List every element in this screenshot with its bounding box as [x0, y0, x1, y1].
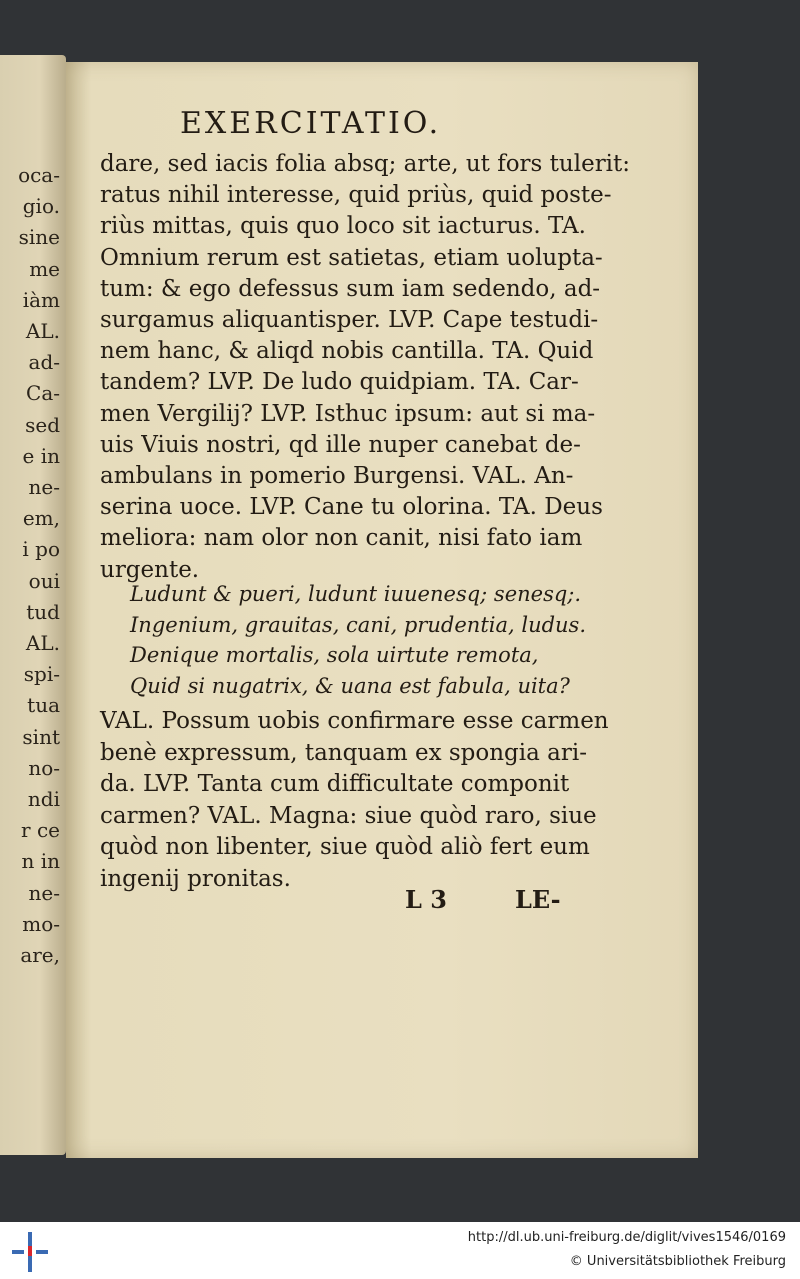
text-line: surgamus aliquantisper. LVP. Cape testudi- — [100, 307, 599, 333]
left-page-fragment: sed — [25, 412, 60, 437]
text-line: tum: & ego defessus sum iam sedendo, ad- — [100, 275, 601, 302]
text-line: benè expressum, tanquam ex spongia ari- — [100, 739, 587, 766]
left-page-fragment: sine — [18, 225, 60, 250]
text-line: dare, sed iacis folia absq; arte, ut fors tulerit: — [100, 151, 631, 177]
text-line: ambulans in pomerio Burgensi. VAL. An- — [100, 463, 574, 489]
signature-mark: L 3 — [405, 885, 447, 914]
left-page-fragment: em, — [22, 506, 60, 531]
text-line: riùs mittas, quis quo loco sit iacturus. TA. — [100, 213, 586, 240]
left-page-fragment: AL. — [25, 319, 60, 343]
copyright-credit: © Universitätsbibliothek Freiburg — [569, 1254, 786, 1269]
left-page-fragment: mo- — [22, 911, 60, 936]
left-page-fragment: oui — [28, 568, 60, 593]
left-page-fragment: AL. — [25, 631, 60, 655]
text-line: urgente. — [100, 556, 200, 583]
text-line: serina uoce. LVP. Cane tu olorina. TA. Deus — [100, 494, 603, 521]
verse-line: Denique mortalis, sola uirtute remota, — [130, 643, 539, 667]
left-page-fragment: no- — [28, 755, 60, 780]
left-page-fragment: spi- — [23, 662, 60, 687]
page-url[interactable]: http://dl.ub.uni-freiburg.de/diglit/vives1546/0169 — [467, 1230, 786, 1245]
text-line: ratus nihil interesse, quid priùs, quid poste- — [100, 182, 612, 209]
left-page-fragment: ne- — [28, 880, 60, 905]
verse-line: Ingenium, grauitas, cani, prudentia, ludus. — [130, 612, 587, 637]
left-page-fragment: sint — [22, 724, 60, 749]
text-line: Omnium rerum est satietas, etiam uolupta- — [100, 244, 603, 271]
text-line: men Vergilij? LVP. Isthuc ipsum: aut si ma- — [100, 400, 596, 427]
left-page-fragment: tud — [26, 599, 60, 624]
left-page-fragment: n in — [21, 849, 60, 874]
text-line: tandem? LVP. De ludo quidpiam. TA. Car- — [100, 369, 579, 396]
left-page-fragment: gio. — [22, 194, 60, 219]
verse-line: Ludunt & pueri, ludunt iuuenesq; senesq;. — [130, 582, 582, 606]
left-page-fragment: i po — [22, 537, 60, 562]
left-page-fragment: oca- — [18, 163, 60, 187]
left-page-fragment: r ce — [21, 818, 60, 843]
text-line: uis Viuis nostri, qd ille nuper canebat de- — [100, 431, 581, 458]
left-page-fragment: tua — [27, 693, 60, 718]
text-line: quòd non libenter, siue quòd aliò fert eum — [100, 834, 590, 860]
library-logo-icon — [12, 1228, 52, 1272]
text-line: nem hanc, & aliqd nobis cantilla. TA. Quid — [100, 338, 594, 365]
text-line: carmen? VAL. Magna: siue quòd raro, siue — [100, 802, 597, 829]
text-line: VAL. Possum uobis confirmare esse carmen — [100, 708, 609, 734]
catchword: LE- — [515, 885, 561, 914]
verse-line: Quid si nugatrix, & uana est fabula, uita? — [130, 673, 570, 698]
left-page-fragment: ndi — [27, 787, 60, 811]
left-page-fragment: ne- — [28, 475, 60, 499]
left-page-edge — [0, 55, 66, 1155]
left-page-fragment: me — [29, 256, 60, 281]
left-page-fragment: are, — [20, 943, 60, 967]
text-line: meliora: nam olor non canit, nisi fato iam — [100, 525, 583, 552]
running-head: EXERCITATIO. — [180, 106, 442, 141]
left-page-fragment: Ca- — [26, 381, 60, 406]
left-page-fragment: e in — [22, 443, 60, 468]
viewer-footer — [0, 1222, 800, 1279]
text-line: da. LVP. Tanta cum difficultate componit — [100, 771, 570, 797]
left-page-fragment: iàm — [22, 287, 60, 312]
text-line: ingenij pronitas. — [100, 865, 291, 892]
left-page-fragment: ad- — [28, 350, 60, 375]
